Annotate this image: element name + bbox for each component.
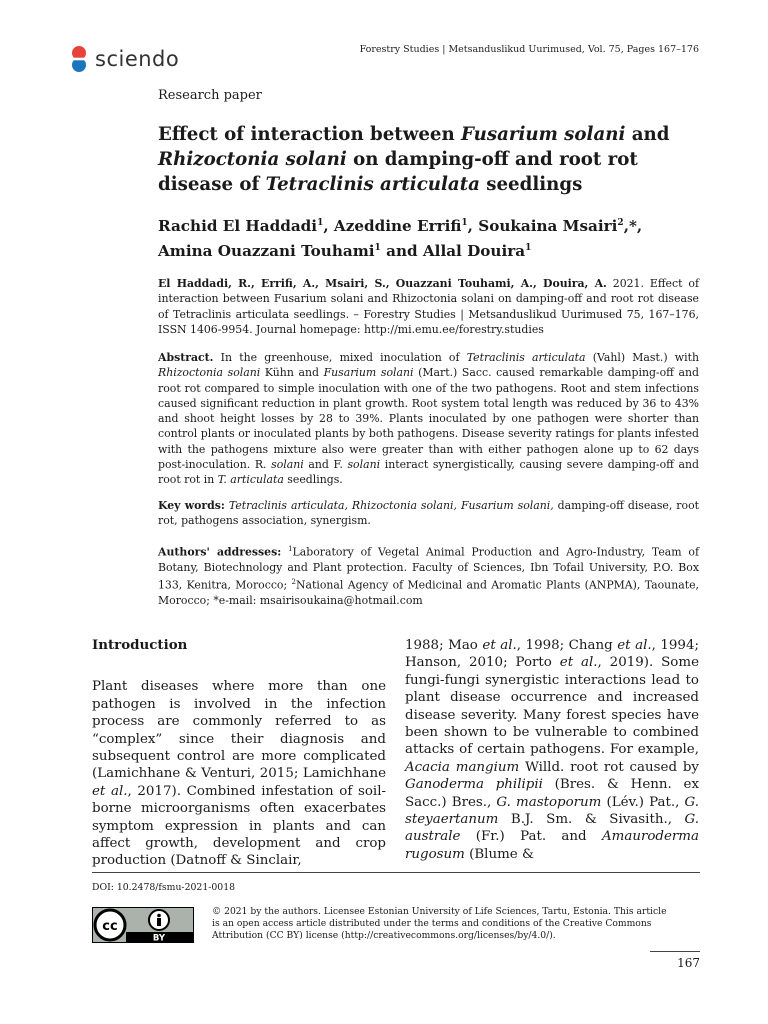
address-text: Laboratory of Vegetal Animal Production and Agro-Industry, Team of Botany, Biotechnology and Plant protection. Faculty of Sciences, Ibn Tofail University, P.O. Box 133, Kenitra, Morocco; (158, 545, 700, 592)
footer-divider (92, 872, 700, 873)
addresses-label: Authors' addresses: (158, 545, 282, 559)
citation-text[interactable]: 2021. Effect of interaction between Fusarium solani and Rhizoctonia solani on damping-off and root rot disease of Tetraclinis articulata seedlings. – Forestry Studies | Metsanduslikud Uurimused 75, 167–176, ISSN 1406-9954. Journal homepage: http://mi.emu.ee/forestry.studies (158, 277, 699, 336)
abstract-text: (Mart.) Sacc. caused remarkable damping-off and root rot compared to simple inoculation with one of the two pathogens. Root and stem infections caused significant reduction in plant growth. Root system total length was reduced by 36 to 43% and shoot height losses by 28 to 39%. Plants inoculated by one pathogen were shorter than control plants or inoculated plants by both pathogens. Disease severity ratings for plants infested with the pathogens mixture also were greater than with either pathogen alone up to 62 days post-inoculation. R. (158, 366, 699, 472)
title-text: seedlings (479, 174, 583, 195)
affiliation-mark: 2 (291, 578, 296, 587)
affiliation-mark: 1 (288, 545, 293, 553)
paragraph (92, 678, 386, 869)
abstract-text: (Vahl) Mast.) with (585, 351, 699, 364)
body-italic: Amauroderma rugosum (405, 829, 699, 862)
affiliation-mark: 1 (525, 243, 532, 254)
author-separator: , (467, 217, 479, 236)
abstract-italic: Fusarium solani (323, 366, 414, 380)
paragraph (405, 637, 699, 863)
affiliation-mark: 1 (317, 218, 324, 228)
abstract-italic: T. articulata (217, 473, 284, 487)
abstract-italic: solani (271, 458, 304, 472)
body-text: Willd. root rot caused by (519, 759, 699, 775)
author-name: Allal Douira (422, 242, 526, 261)
body-text: 1988; Mao (405, 638, 483, 653)
author-name: Azeddine Errifi (333, 217, 462, 236)
title-species: Tetraclinis articulata (265, 174, 480, 195)
abstract-italic: Rhizoctonia solani (158, 366, 261, 380)
abstract-italic: solani (347, 458, 381, 472)
title-text: on damping-off and root rot disease of (158, 149, 638, 195)
abstract-italic: Tetraclinis articulata (466, 351, 586, 364)
sciendo-logo[interactable] (68, 44, 179, 74)
affiliation-mark: 1 (461, 218, 468, 228)
body-text: , 2019). Some fungi-fungi synergistic interactions lead to plant disease occurrence and increased disease severity. Many forest species have been shown to be vulnerable to combined attacks of certain pathogens. For example, (405, 655, 699, 758)
body-text: (Blume & (464, 846, 534, 862)
address-text[interactable]: National Agency of Medicinal and Aromatic Plants (ANPMA), Taounate, Morocco; *e-mail: msairisoukaina@hotmail.com (158, 578, 699, 608)
body-text: (Bres. & Henn. ex Sacc.) Bres., (405, 777, 699, 810)
body-italic: G. mastoporum (496, 794, 602, 810)
section-heading-introduction: Introduction (92, 637, 188, 653)
paper-type: Research paper (158, 88, 262, 103)
sciendo-logo-icon (68, 46, 90, 72)
journal-header: Forestry Studies | Metsanduslikud Uurimused, Vol. 75, Pages 167–176 (359, 44, 699, 55)
author-name: Rachid El Haddadi (158, 217, 318, 236)
citation-authors: El Haddadi, R., Errifi, A., Msairi, S., Ouazzani Touhami, A., Douira, A. (158, 277, 607, 290)
author-name: Amina Ouazzani Touhami (158, 242, 375, 261)
title-species: Fusarium solani (461, 124, 626, 145)
author-list (158, 212, 698, 262)
keywords (158, 498, 699, 529)
body-column-right (405, 637, 699, 863)
body-text: (Lév.) Pat., (601, 794, 685, 810)
body-italic: et al. (617, 638, 652, 653)
keywords-italic: Tetraclinis articulata, Rhizoctonia solani, Fusarium solani, (224, 499, 554, 512)
title-species: Rhizoctonia solani (158, 149, 347, 170)
author-separator: , (323, 217, 334, 236)
author-addresses (158, 542, 699, 608)
author-separator: and (380, 242, 423, 261)
abstract-label: Abstract. (158, 351, 214, 364)
abstract-text: seedlings. (283, 473, 343, 487)
title-text: Effect of interaction between (158, 124, 462, 145)
body-italic: et al. (92, 783, 128, 799)
paper-title (158, 122, 678, 197)
body-italic: Acacia mangium (405, 759, 520, 775)
abstract-text: Kühn and (260, 366, 324, 380)
doi[interactable]: DOI: 10.2478/fsmu-2021-0018 (92, 882, 236, 893)
body-text: (Fr.) Pat. and (460, 829, 602, 845)
body-italic: G. australe (405, 812, 699, 845)
brand-name: sciendo (95, 47, 180, 71)
affiliation-mark: 2 (617, 218, 624, 228)
keywords-text: damping-off disease, root rot, pathogens association, synergism. (158, 499, 699, 528)
author-name: Soukaina Msairi (478, 217, 618, 236)
cc-label: cc (102, 919, 118, 934)
body-italic: et al. (482, 638, 517, 653)
body-text: , 2017). Combined infestation of soil-borne microorganisms often exacerbates symptom expression in plants and can affect growth, development and crop production (Datnoff & Sinclair, (92, 783, 386, 869)
body-text: , 1998; Chang (516, 638, 618, 653)
body-italic: G. steyaertanum (405, 794, 699, 828)
body-italic: Ganoderma philipii (405, 777, 543, 793)
affiliation-mark: 1 (374, 243, 381, 254)
abstract (158, 350, 699, 488)
title-text: and (625, 124, 670, 145)
body-column-left (92, 637, 386, 870)
license-text: © 2021 by the authors. Licensee Estonian University of Life Sciences, Tartu, Estonia. This article is an open access article distributed under the terms and conditions of the Creative Commons Attribution (CC BY) license (http://creativecommons.org/licenses/by/4.0/). (212, 906, 667, 941)
keywords-label: Key words: (158, 499, 225, 512)
citation (158, 276, 699, 337)
cc-by-license-badge[interactable] (92, 907, 194, 943)
author-separator: ,*, (623, 217, 643, 236)
body-text: Plant diseases where more than one pathogen is involved in the infection process are commonly referred to as “complex” since their diagnosis and subsequent control are more complicated (Lamichhane & Venturi, 2015; Lamichhane (92, 679, 386, 782)
page-number-rule (650, 951, 700, 952)
abstract-text: and F. (303, 458, 348, 472)
abstract-text: In the greenhouse, mixed inoculation of (213, 351, 467, 364)
body-text: B.J. Sm. & Sivasith., (498, 812, 685, 828)
page-number: 167 (677, 956, 700, 970)
abstract-text: interact synergistically, causing severe damping-off and root rot in (158, 458, 700, 487)
by-label: BY (152, 933, 166, 943)
body-text: , 1994; Hanson, 2010; Porto (405, 638, 699, 671)
body-italic: et al. (559, 655, 598, 671)
